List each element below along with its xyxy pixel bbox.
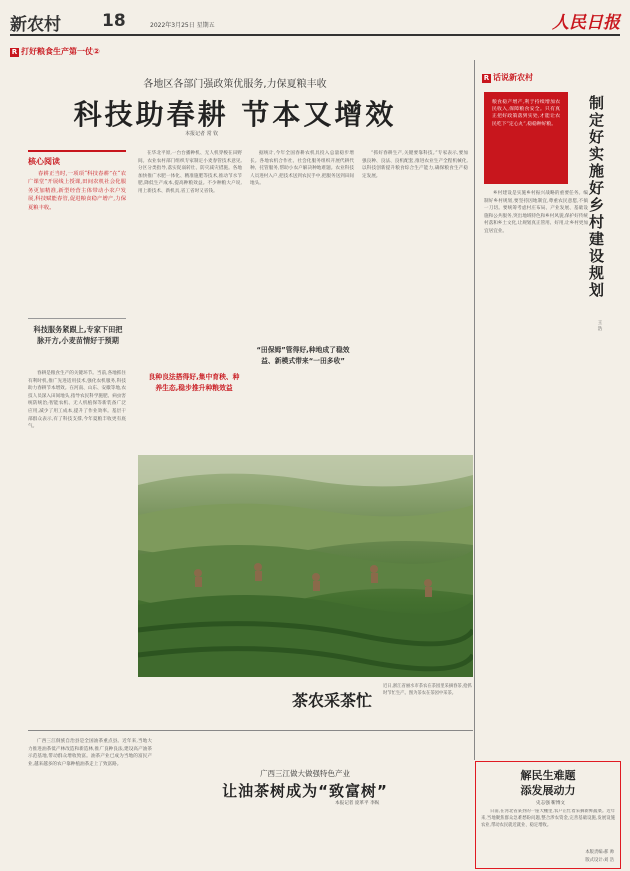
- r-badge-icon: R: [11, 48, 18, 56]
- commentary-column-tag: [482, 72, 533, 83]
- highlight-title-line1: 解民生难题: [520, 769, 576, 782]
- layout-designer-credit: [585, 857, 614, 863]
- designer-value: 刘 浩: [604, 858, 614, 863]
- editor-label: 本版责编:: [585, 850, 605, 855]
- core-reading-text: 春耕正当时,一项项“科技春耕”在“农广课堂”开展线上授课,田间农机社会化服务更加精准,新型经营主体带动小农户发展,科技赋能春管,促进粮食稳产增产,力保夏粮丰收。: [28, 171, 126, 211]
- highlight-text: 日前,在河北省某县的一座大棚里,农户正忙着采摘新鲜蔬菜。近年来,当地聚焦群众急难愁盼问题,整合涉农资金,完善基础设施,发展设施农业,带动农民就近就业、稳定增收。: [481, 809, 615, 828]
- subhead-1: 科技服务紧跟上,专家下田把脉开方,小麦苗情好于预期: [33, 325, 123, 345]
- highlight-title-line2: 添发展动力: [520, 784, 576, 797]
- tea-harvest-photo: [138, 455, 473, 677]
- column-tag: [10, 46, 100, 57]
- issue-date: 2022年3月25日 星期五: [150, 22, 215, 29]
- article-paragraph: “抓好春耕生产,关键要靠科技。”专家表示,要加强良种、良法、良机配套,推进农业生产全程机械化,以科技创新提升粮食综合生产能力,确保粮食生产稳定发展。: [362, 151, 468, 179]
- photo-title: 茶农采茶忙: [292, 691, 373, 710]
- core-reading-title: 核心阅读: [28, 157, 60, 166]
- core-reading-box: [28, 150, 126, 308]
- bottom-headline: 让油茶树成为“致富树”: [222, 782, 388, 800]
- article-paragraph: 广西三江侗族自治县是全国油茶重点县。近年来,当地大力推进油茶低产林改造和新造林,推广良种良法,建设高产油茶示范基地,带动群众增收致富。油茶产业已成为当地的富民产业,越来越多的农户靠种植油茶走上了致富路。: [28, 739, 152, 767]
- divider: [474, 60, 475, 760]
- photo-caption: 近日,浙江省丽水市茶农在茶园里采摘春茶,抢抓时节忙生产。图为茶农在茶园中采茶。: [383, 684, 472, 696]
- column-label: 打好粮食生产第一仗②: [21, 47, 100, 56]
- bottom-article-col1: [28, 738, 152, 868]
- designer-label: 版式设计:: [585, 858, 605, 863]
- lead-article-col3: [250, 150, 354, 450]
- bottom-kicker: 广西三江做大做强特色产业: [260, 769, 350, 778]
- commentary-summary-text: 粮食稳产增产,利于持续增加农民收入,保障粮食安全。只有真正把好政策落到实处,才能让农民吃下“定心丸”,稳稳种好粮。: [492, 100, 560, 127]
- commentary-author: 王 浩: [597, 320, 602, 331]
- lead-article-col2: [138, 150, 242, 450]
- subhead-2: 良种良法搭得好,集中育秧、种养生态,稳步推升种粮效益: [148, 373, 240, 392]
- lead-kicker: 各地区各部门强政策优服务,力保夏粮丰收: [143, 79, 327, 90]
- highlight-byline: 史志强 靳博文: [536, 801, 566, 806]
- lead-article-col1: [28, 370, 126, 450]
- newspaper-logo: 人民日报: [552, 13, 620, 33]
- commentary-title: 制定好实施好乡村建设规划: [587, 95, 605, 299]
- highlight-article-box: [475, 761, 621, 869]
- divider: [28, 318, 126, 319]
- divider: [28, 730, 473, 731]
- page-editor-credit: [585, 849, 614, 855]
- section-name: 新农村: [10, 15, 61, 35]
- editor-value: 郝 帅: [604, 850, 614, 855]
- article-paragraph: 在华北平原,一台台播种机、无人机穿梭在田野间。农业农村部门组织专家制定小麦春管技术意见,分区分类指导,落实促弱转壮、防灾减灾措施。各地加快推广水肥一体化、精准施肥等技术,推动节水节肥,降低生产成本,提高种粮效益。不少种粮大户说,用上新技术、新机具,省工省时又省钱。: [138, 151, 242, 194]
- commentary-text-block: [484, 190, 588, 750]
- subhead-3: “田保姆”管得好,种地成了稳效益、新模式带来“一田多收”: [256, 346, 350, 365]
- commentary-summary-box: [484, 92, 568, 184]
- page-number: 18: [102, 11, 126, 31]
- article-paragraph: 乡村建设是实施乡村振兴战略的重要任务。编制好乡村规划,要坚持因地制宜,尊重农民意愿,不搞一刀切。要统筹考虑村庄布局、产业发展、基础设施和公共服务,突出地域特色和乡村风貌,保护好传统村落和乡土文化,让规划真正管用、好用,让乡村更加宜居宜业。: [484, 191, 588, 234]
- page-header: [10, 8, 620, 36]
- r-badge-icon: R: [483, 74, 490, 82]
- lead-headline: 科技助春耕 节本又增效: [73, 98, 397, 131]
- article-paragraph: 据统计,今年全国春耕农机具投入总量稳步增长。各地农机合作社、社会化服务组织开展代耕代种、托管服务,帮助小农户解决种地难题。农业科技人员进村入户,把技术送到农民手中,把服务送到田间地头。: [250, 151, 354, 187]
- tea-field-illustration: [138, 455, 473, 677]
- bottom-byline: 本报记者 庞革平 李纵: [335, 801, 380, 806]
- commentary-column-label: 话说新农村: [493, 73, 533, 82]
- lead-article-col4: [362, 150, 468, 450]
- article-paragraph: 春耕是粮食生产的关键环节。当前,各地抓住有利时机,推广先进适用技术,强化农机服务,科技助力春耕节本增效。在河南、山东、安徽等地,农技人员深入田间地头,指导农民科学施肥、病虫害统防统治;智能农机、无人机植保等新装备广泛应用,减少了用工成本,提升了作业效率。基层干部群众表示,有了科技支撑,今年夏粮丰收更有底气。: [28, 371, 126, 430]
- lead-byline: 本报记者 常 钦: [185, 131, 219, 137]
